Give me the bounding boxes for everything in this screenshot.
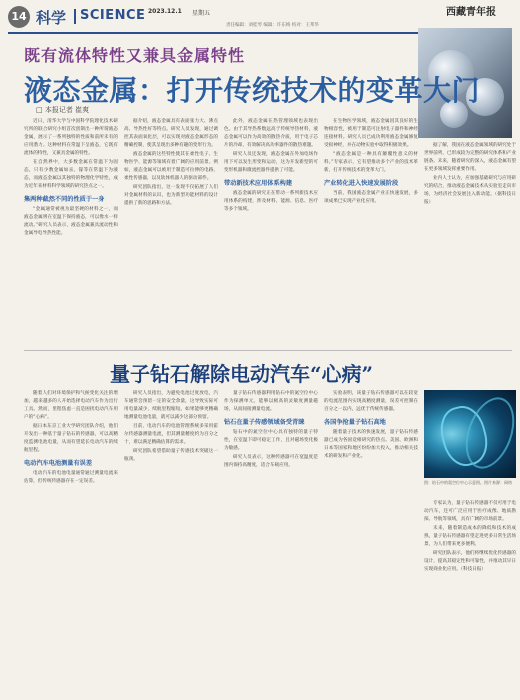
paragraph: 研究团队指出，这一发现不仅拓展了人们对金属材料的认识，也为新型功能材料的设计提供了新的思路和方法。 bbox=[124, 185, 218, 206]
paragraph: 当前，我国液态金属产业正快速发展，多项成果已实现产业化应用。 bbox=[324, 191, 418, 204]
paragraph: 液态金属的这些特性使其在柔性电子、生物医学、能源等领域有着广阔的应用前景。例如，液态金属可以被用于制造可拉伸的电路、柔性传感器，以及软体机器人的驱动部件。 bbox=[124, 152, 218, 181]
editor-credits: 责任编辑：刘桂琴 编辑：许东梅 校对：王邦华 bbox=[226, 23, 319, 28]
subheading: 钻石在量子传感领域备受青睐 bbox=[224, 419, 305, 426]
paragraph: 研究人员还发现，液态金属在外加电场作用下可以发生形变和运动，这为开发新型的可变形机器和微流控器件提供了可能。 bbox=[224, 152, 318, 173]
article1-column-3 bbox=[224, 118, 318, 342]
page-number: 14 bbox=[8, 6, 30, 28]
article1-column-5 bbox=[424, 142, 516, 342]
paragraph: “液态金属是一种具有颠覆性意义的材料。”专家表示，它有望推动多个产业的技术革新，打开传统技术的变革大门。 bbox=[324, 152, 418, 173]
issue-date: 2023.12.1 bbox=[148, 8, 182, 15]
paragraph: 据日本东京工业大学研究团队介绍，他们开发出一种基于量子钻石的传感器，可以高精度监测电池电量，从而有望延长电动汽车的续航里程。 bbox=[24, 424, 118, 453]
section-label-en: SCIENCE bbox=[80, 8, 146, 23]
paragraph: 实验表明，该量子钻石传感器可以在较宽的电流范围内实现高精度测量，误差可控制在百分之一以内，远优于传统传感器。 bbox=[324, 391, 418, 412]
paragraph: 研究人员指出，为避免电池过度放电，汽车通常会预留一定的安全余量，这导致实际可用电量减少，续航里程缩短。如果能够更精确地测量电池电量，就可以减少这部分预留。 bbox=[124, 391, 218, 420]
subheading: 集两种截然不同的性质于一身 bbox=[24, 196, 105, 203]
article1-kicker: 既有流体特性又兼具金属特性 bbox=[24, 46, 246, 65]
article2-column-3 bbox=[224, 390, 318, 692]
article2-column-4 bbox=[324, 390, 418, 692]
newspaper-logo: 西藏青年报 bbox=[446, 7, 496, 18]
subheading: 产业转化进入快速发展阶段 bbox=[324, 180, 399, 187]
article1-column-4 bbox=[324, 118, 418, 342]
paragraph: 目前，电动汽车的电池管理系统多采用霍尔传感器测量电流，但其测量精度约为百分之十，难以满足精确估算的需求。 bbox=[124, 424, 218, 445]
paragraph: 钻石中的氮空位中心具有独特的量子特性，在室温下即可稳定工作，且对磁场变化极为敏感。 bbox=[224, 430, 318, 451]
paragraph: 在生物医学领域，液态金属因其良好的生物相容性，被用于制造可注射电子器件和神经连接材料。研究人员已成功利用液态金属修复受损神经，并在动物实验中取得积极效果。 bbox=[324, 119, 418, 148]
article2-column-2 bbox=[124, 390, 218, 692]
article2-column-5 bbox=[424, 500, 516, 692]
article2-column-1 bbox=[24, 390, 118, 692]
paragraph: 专家认为，量子钻石传感器不仅可用于电动汽车，还可广泛应用于医疗成像、地质勘探、导航等领域，具有广阔的市场前景。 bbox=[424, 501, 516, 522]
paragraph: 此外，液态金属在热管理领域也表现出色。由于其导热系数远高于传统导热材料，液态金属可以作为高效的散热介质，用于电子芯片的冷却，有效解决高功率器件的散热难题。 bbox=[224, 119, 318, 148]
paragraph: 研究团队希望借助量子传感技术突破这一瓶颈。 bbox=[124, 449, 218, 462]
paragraph: 业内人士认为，应加强基础研究与应用研究的结合，推动液态金属技术从实验室走向市场，为经济社会发展注入新动能。（据科技日报） bbox=[424, 176, 516, 205]
photo-caption: 图：钻石中的氮空位中心示意图。图片来源：网络 bbox=[424, 480, 512, 485]
subheading: 带动新技术应用体系构建 bbox=[224, 180, 293, 187]
section-divider-line bbox=[24, 350, 512, 351]
article1-column-2 bbox=[124, 118, 218, 342]
paragraph: 据了解，我国在液态金属领域的研究处于世界前列，已形成较为完整的研究体系和产业链条。未来，随着研究的深入，液态金属有望在更多领域发挥重要作用。 bbox=[424, 143, 516, 172]
article2-headline: 量子钻石解除电动汽车“心病” bbox=[110, 362, 374, 386]
paragraph: 液态金属的研究正在带动一系列新技术应用体系的构建，涉及材料、能源、信息、医疗等多个领域。 bbox=[224, 191, 318, 212]
section-label-zh: 科学 bbox=[36, 9, 67, 27]
article1-byline: □ 本报记者 崔爽 bbox=[36, 106, 90, 114]
article1-column-1 bbox=[24, 118, 118, 342]
issue-weekday: 星期五 bbox=[192, 10, 211, 17]
paragraph: 研究人员表示，这种传感器可在宽温度范围内保持高精度，适合车载应用。 bbox=[224, 455, 318, 468]
paragraph: 未来，随着制造成本的降低和技术的成熟，量子钻石传感器有望走进更多日常生活场景，为人们带来更多便利。 bbox=[424, 526, 516, 547]
paragraph: 电动汽车的电池电量通常通过测量电流来估算，但传统传感器存在一定误差。 bbox=[24, 471, 118, 484]
paragraph: 随着量子技术的快速发展，量子钻石传感器已成为各国竞相研究的热点。美国、欧洲和日本等国家和地区纷纷加大投入，推动相关技术的研发和产业化。 bbox=[324, 430, 418, 459]
paragraph: 据介绍，液态金属具有表面张力大、沸点高、导热性好等特点。研究人员发现，通过调控其表面氧化层，可以实现对液态金属形态的精确控制，使其呈现出多种有趣的变形行为。 bbox=[124, 119, 218, 148]
paragraph: “金属通常被视为最坚硬的材料之一，而液态金属则在室温下保持液态，可以像水一样流动。”研究人员表示，液态金属兼具流动性和金属导电导热性能。 bbox=[24, 207, 118, 236]
article1-headline: 液态金属：打开传统技术的变革大门 bbox=[24, 74, 481, 107]
paragraph: 随着人们对环境保护和气候变化关注的增加，越来越多的人开始选择电动汽车作为出行工具。然而，里程焦虑一直是困扰电动汽车用户的“心病”。 bbox=[24, 391, 118, 420]
subheading: 电动汽车电池测量有误差 bbox=[24, 460, 93, 467]
quantum-diamond-photo bbox=[424, 390, 516, 478]
paragraph: 近日，清华大学与中国科学院理化技术研究所的联合研究小组首次创制出一种所谓液态金属，展示了一系列独特的性质和前所未有的应用潜力。这种材料在常温下呈液态，它既有流体的特性，又兼具金属的特性。 bbox=[24, 119, 118, 156]
section-divider bbox=[74, 9, 76, 24]
paragraph: 在自然界中，大多数金属在常温下为固态，只有少数金属如汞、镓等在常温下为液态，而液态金属以其独特的物理化学特性，成为近年来材料科学领域的研究热点之一。 bbox=[24, 160, 118, 189]
subheading: 各国争抢量子钻石高地 bbox=[324, 419, 386, 426]
paragraph: 量子钻石传感器利用钻石中的氮空位中心作为探测单元，能够以极高的灵敏度测量磁场，从而间接测量电流。 bbox=[224, 391, 318, 412]
paragraph: 研究团队表示，他们将继续优化传感器的设计，提高其稳定性和可靠性，并推动其早日实现商业化应用。（科技日报） bbox=[424, 551, 516, 572]
